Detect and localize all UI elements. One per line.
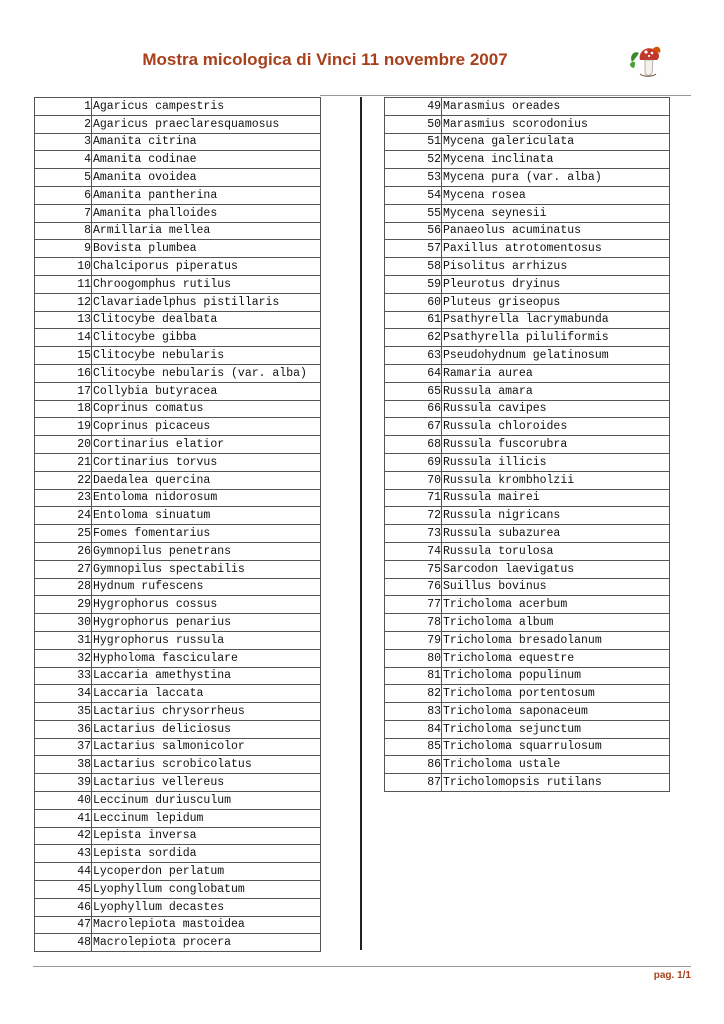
- species-name: Amanita phalloides: [92, 204, 321, 222]
- species-name: Daedalea quercina: [92, 471, 321, 489]
- species-name: Chroogomphus rutilus: [92, 275, 321, 293]
- species-number: 26: [35, 542, 92, 560]
- species-name: Lyophyllum conglobatum: [92, 881, 321, 899]
- species-number: 17: [35, 382, 92, 400]
- species-number: 38: [35, 756, 92, 774]
- species-row: [35, 614, 321, 632]
- species-number: 25: [35, 525, 92, 543]
- species-row: [35, 792, 321, 810]
- species-name: Mycena inclinata: [442, 151, 670, 169]
- species-number: 55: [385, 204, 442, 222]
- species-name: Psathyrella piluliformis: [442, 329, 670, 347]
- species-row: [35, 151, 321, 169]
- species-number: 31: [35, 631, 92, 649]
- species-name: Pseudohydnum gelatinosum: [442, 347, 670, 365]
- species-name: Armillaria mellea: [92, 222, 321, 240]
- species-row: [35, 275, 321, 293]
- species-number: 27: [35, 560, 92, 578]
- species-number: 43: [35, 845, 92, 863]
- species-row: [35, 418, 321, 436]
- species-number: 16: [35, 364, 92, 382]
- species-row: [35, 827, 321, 845]
- species-row: [35, 542, 321, 560]
- species-name: Coprinus comatus: [92, 400, 321, 418]
- species-name: Sarcodon laevigatus: [442, 560, 670, 578]
- species-number: 54: [385, 186, 442, 204]
- species-row: [385, 347, 670, 365]
- species-number: 49: [385, 98, 442, 116]
- species-number: 39: [35, 774, 92, 792]
- species-number: 14: [35, 329, 92, 347]
- species-name: Agaricus campestris: [92, 98, 321, 116]
- species-name: Lactarius chrysorrheus: [92, 703, 321, 721]
- species-number: 83: [385, 703, 442, 721]
- species-name: Cortinarius elatior: [92, 436, 321, 454]
- species-row: [35, 809, 321, 827]
- species-number: 63: [385, 347, 442, 365]
- species-number: 19: [35, 418, 92, 436]
- species-number: 11: [35, 275, 92, 293]
- column-divider: [360, 97, 362, 950]
- species-row: [35, 863, 321, 881]
- species-name: Tricholoma album: [442, 614, 670, 632]
- species-number: 36: [35, 720, 92, 738]
- species-row: [35, 525, 321, 543]
- species-name: Russula illicis: [442, 453, 670, 471]
- species-name: Marasmius scorodonius: [442, 115, 670, 133]
- species-number: 52: [385, 151, 442, 169]
- species-name: Laccaria laccata: [92, 685, 321, 703]
- species-row: [35, 347, 321, 365]
- species-row: [385, 453, 670, 471]
- species-name: Chalciporus piperatus: [92, 258, 321, 276]
- species-name: Macrolepiota procera: [92, 934, 321, 952]
- species-row: [35, 293, 321, 311]
- species-number: 84: [385, 720, 442, 738]
- species-row: [385, 578, 670, 596]
- species-name: Ramaria aurea: [442, 364, 670, 382]
- species-number: 50: [385, 115, 442, 133]
- species-number: 75: [385, 560, 442, 578]
- species-row: [385, 685, 670, 703]
- species-name: Hypholoma fasciculare: [92, 649, 321, 667]
- mushroom-logo-icon: [626, 42, 666, 80]
- species-number: 79: [385, 631, 442, 649]
- species-number: 51: [385, 133, 442, 151]
- species-row: [35, 204, 321, 222]
- species-name: Mycena rosea: [442, 186, 670, 204]
- species-row: [35, 578, 321, 596]
- species-name: Coprinus picaceus: [92, 418, 321, 436]
- species-row: [385, 489, 670, 507]
- species-name: Agaricus praeclaresquamosus: [92, 115, 321, 133]
- species-number: 13: [35, 311, 92, 329]
- species-number: 34: [35, 685, 92, 703]
- species-row: [35, 631, 321, 649]
- species-name: Tricholoma portentosum: [442, 685, 670, 703]
- species-row: [35, 98, 321, 116]
- species-row: [385, 133, 670, 151]
- species-row: [35, 471, 321, 489]
- species-row: [35, 133, 321, 151]
- species-number: 69: [385, 453, 442, 471]
- species-row: [385, 525, 670, 543]
- species-row: [385, 186, 670, 204]
- species-name: Russula torulosa: [442, 542, 670, 560]
- species-row: [35, 436, 321, 454]
- species-number: 87: [385, 774, 442, 792]
- species-name: Laccaria amethystina: [92, 667, 321, 685]
- species-number: 8: [35, 222, 92, 240]
- species-row: [35, 596, 321, 614]
- species-name: Cortinarius torvus: [92, 453, 321, 471]
- species-number: 29: [35, 596, 92, 614]
- species-name: Tricholoma sejunctum: [442, 720, 670, 738]
- species-name: Russula krombholzii: [442, 471, 670, 489]
- species-name: Mycena seynesii: [442, 204, 670, 222]
- species-number: 60: [385, 293, 442, 311]
- species-name: Paxillus atrotomentosus: [442, 240, 670, 258]
- species-row: [35, 222, 321, 240]
- species-name: Pleurotus dryinus: [442, 275, 670, 293]
- species-row: [35, 756, 321, 774]
- species-name: Panaeolus acuminatus: [442, 222, 670, 240]
- species-name: Leccinum lepidum: [92, 809, 321, 827]
- species-row: [385, 542, 670, 560]
- species-number: 7: [35, 204, 92, 222]
- species-name: Clavariadelphus pistillaris: [92, 293, 321, 311]
- species-number: 28: [35, 578, 92, 596]
- species-row: [385, 614, 670, 632]
- species-name: Bovista plumbea: [92, 240, 321, 258]
- species-number: 62: [385, 329, 442, 347]
- species-row: [385, 649, 670, 667]
- species-row: [385, 596, 670, 614]
- species-number: 12: [35, 293, 92, 311]
- species-number: 32: [35, 649, 92, 667]
- species-name: Lactarius vellereus: [92, 774, 321, 792]
- species-number: 15: [35, 347, 92, 365]
- species-name: Russula mairei: [442, 489, 670, 507]
- species-name: Clitocybe gibba: [92, 329, 321, 347]
- species-row: [385, 222, 670, 240]
- species-number: 65: [385, 382, 442, 400]
- species-number: 67: [385, 418, 442, 436]
- species-name: Lyophyllum decastes: [92, 898, 321, 916]
- species-name: Russula nigricans: [442, 507, 670, 525]
- species-number: 33: [35, 667, 92, 685]
- species-name: Tricholoma ustale: [442, 756, 670, 774]
- species-row: [385, 738, 670, 756]
- species-name: Tricholoma populinum: [442, 667, 670, 685]
- species-name: Lycoperdon perlatum: [92, 863, 321, 881]
- species-row: [385, 204, 670, 222]
- species-number: 53: [385, 169, 442, 187]
- species-row: [385, 115, 670, 133]
- species-row: [35, 720, 321, 738]
- species-row: [385, 560, 670, 578]
- species-name: Macrolepiota mastoidea: [92, 916, 321, 934]
- header-rule: [320, 95, 691, 96]
- species-row: [385, 418, 670, 436]
- species-name: Tricholoma acerbum: [442, 596, 670, 614]
- species-row: [35, 685, 321, 703]
- species-name: Lepista inversa: [92, 827, 321, 845]
- species-number: 24: [35, 507, 92, 525]
- species-name: Pluteus griseopus: [442, 293, 670, 311]
- species-table-left: [34, 97, 321, 952]
- species-name: Clitocybe dealbata: [92, 311, 321, 329]
- species-number: 37: [35, 738, 92, 756]
- species-name: Amanita citrina: [92, 133, 321, 151]
- species-name: Collybia butyracea: [92, 382, 321, 400]
- species-row: [35, 881, 321, 899]
- species-number: 4: [35, 151, 92, 169]
- species-row: [35, 703, 321, 721]
- species-number: 73: [385, 525, 442, 543]
- species-number: 41: [35, 809, 92, 827]
- species-row: [35, 649, 321, 667]
- species-number: 6: [35, 186, 92, 204]
- species-row: [385, 703, 670, 721]
- species-name: Tricholoma bresadolanum: [442, 631, 670, 649]
- species-name: Suillus bovinus: [442, 578, 670, 596]
- species-name: Russula fuscorubra: [442, 436, 670, 454]
- species-name: Gymnopilus penetrans: [92, 542, 321, 560]
- species-number: 74: [385, 542, 442, 560]
- species-name: Gymnopilus spectabilis: [92, 560, 321, 578]
- species-number: 58: [385, 258, 442, 276]
- species-row: [385, 667, 670, 685]
- species-name: Amanita pantherina: [92, 186, 321, 204]
- species-row: [385, 275, 670, 293]
- species-row: [35, 258, 321, 276]
- species-name: Lactarius salmonicolor: [92, 738, 321, 756]
- species-name: Mycena pura (var. alba): [442, 169, 670, 187]
- species-number: 18: [35, 400, 92, 418]
- species-number: 64: [385, 364, 442, 382]
- species-name: Tricholomopsis rutilans: [442, 774, 670, 792]
- species-row: [385, 293, 670, 311]
- species-name: Entoloma nidorosum: [92, 489, 321, 507]
- species-name: Lepista sordida: [92, 845, 321, 863]
- species-name: Amanita ovoidea: [92, 169, 321, 187]
- species-row: [385, 631, 670, 649]
- species-row: [35, 115, 321, 133]
- species-row: [385, 329, 670, 347]
- species-name: Hydnum rufescens: [92, 578, 321, 596]
- species-name: Entoloma sinuatum: [92, 507, 321, 525]
- species-number: 2: [35, 115, 92, 133]
- species-row: [35, 845, 321, 863]
- species-number: 22: [35, 471, 92, 489]
- species-name: Hygrophorus cossus: [92, 596, 321, 614]
- species-row: [385, 382, 670, 400]
- species-name: Psathyrella lacrymabunda: [442, 311, 670, 329]
- species-number: 77: [385, 596, 442, 614]
- species-number: 66: [385, 400, 442, 418]
- species-row: [35, 382, 321, 400]
- species-number: 80: [385, 649, 442, 667]
- species-row: [385, 774, 670, 792]
- species-number: 68: [385, 436, 442, 454]
- species-name: Pisolitus arrhizus: [442, 258, 670, 276]
- species-row: [385, 169, 670, 187]
- species-name: Russula subazurea: [442, 525, 670, 543]
- species-row: [385, 98, 670, 116]
- species-name: Lactarius scrobicolatus: [92, 756, 321, 774]
- species-name: Hygrophorus penarius: [92, 614, 321, 632]
- species-row: [385, 311, 670, 329]
- species-row: [385, 240, 670, 258]
- species-name: Clitocybe nebularis: [92, 347, 321, 365]
- species-number: 47: [35, 916, 92, 934]
- species-row: [35, 560, 321, 578]
- species-number: 3: [35, 133, 92, 151]
- species-number: 78: [385, 614, 442, 632]
- species-row: [385, 471, 670, 489]
- species-row: [35, 186, 321, 204]
- species-row: [35, 329, 321, 347]
- species-number: 21: [35, 453, 92, 471]
- species-row: [35, 400, 321, 418]
- species-name: Hygrophorus russula: [92, 631, 321, 649]
- species-row: [35, 311, 321, 329]
- species-row: [385, 436, 670, 454]
- species-row: [385, 400, 670, 418]
- species-row: [35, 240, 321, 258]
- species-row: [35, 453, 321, 471]
- species-row: [35, 934, 321, 952]
- species-row: [385, 258, 670, 276]
- species-name: Tricholoma saponaceum: [442, 703, 670, 721]
- species-row: [35, 774, 321, 792]
- species-number: 30: [35, 614, 92, 632]
- species-number: 46: [35, 898, 92, 916]
- species-name: Russula chloroides: [442, 418, 670, 436]
- species-number: 9: [35, 240, 92, 258]
- species-name: Leccinum duriusculum: [92, 792, 321, 810]
- species-row: [35, 364, 321, 382]
- species-number: 57: [385, 240, 442, 258]
- species-number: 72: [385, 507, 442, 525]
- species-name: Russula amara: [442, 382, 670, 400]
- species-row: [35, 667, 321, 685]
- species-name: Tricholoma equestre: [442, 649, 670, 667]
- species-row: [35, 169, 321, 187]
- species-name: Tricholoma squarrulosum: [442, 738, 670, 756]
- species-number: 44: [35, 863, 92, 881]
- page-title: Mostra micologica di Vinci 11 novembre 2007: [142, 50, 508, 69]
- species-name: Lactarius deliciosus: [92, 720, 321, 738]
- species-number: 35: [35, 703, 92, 721]
- species-number: 71: [385, 489, 442, 507]
- species-number: 20: [35, 436, 92, 454]
- species-row: [385, 720, 670, 738]
- species-number: 45: [35, 881, 92, 899]
- species-number: 5: [35, 169, 92, 187]
- species-number: 23: [35, 489, 92, 507]
- species-row: [385, 151, 670, 169]
- species-row: [385, 756, 670, 774]
- species-number: 70: [385, 471, 442, 489]
- species-number: 40: [35, 792, 92, 810]
- species-number: 76: [385, 578, 442, 596]
- species-row: [35, 898, 321, 916]
- species-number: 81: [385, 667, 442, 685]
- species-name: Marasmius oreades: [442, 98, 670, 116]
- species-table-right: [384, 97, 670, 792]
- page-number: pag. 1/1: [653, 970, 691, 981]
- species-name: Amanita codinae: [92, 151, 321, 169]
- species-row: [35, 489, 321, 507]
- species-number: 48: [35, 934, 92, 952]
- species-number: 42: [35, 827, 92, 845]
- species-number: 59: [385, 275, 442, 293]
- species-number: 86: [385, 756, 442, 774]
- species-row: [385, 364, 670, 382]
- species-number: 1: [35, 98, 92, 116]
- species-name: Fomes fomentarius: [92, 525, 321, 543]
- species-row: [35, 507, 321, 525]
- species-row: [35, 916, 321, 934]
- species-number: 10: [35, 258, 92, 276]
- species-name: Mycena galericulata: [442, 133, 670, 151]
- species-row: [35, 738, 321, 756]
- footer-rule: [33, 966, 691, 967]
- species-row: [385, 507, 670, 525]
- species-number: 82: [385, 685, 442, 703]
- species-number: 85: [385, 738, 442, 756]
- species-number: 56: [385, 222, 442, 240]
- species-name: Russula cavipes: [442, 400, 670, 418]
- species-name: Clitocybe nebularis (var. alba): [92, 364, 321, 382]
- species-number: 61: [385, 311, 442, 329]
